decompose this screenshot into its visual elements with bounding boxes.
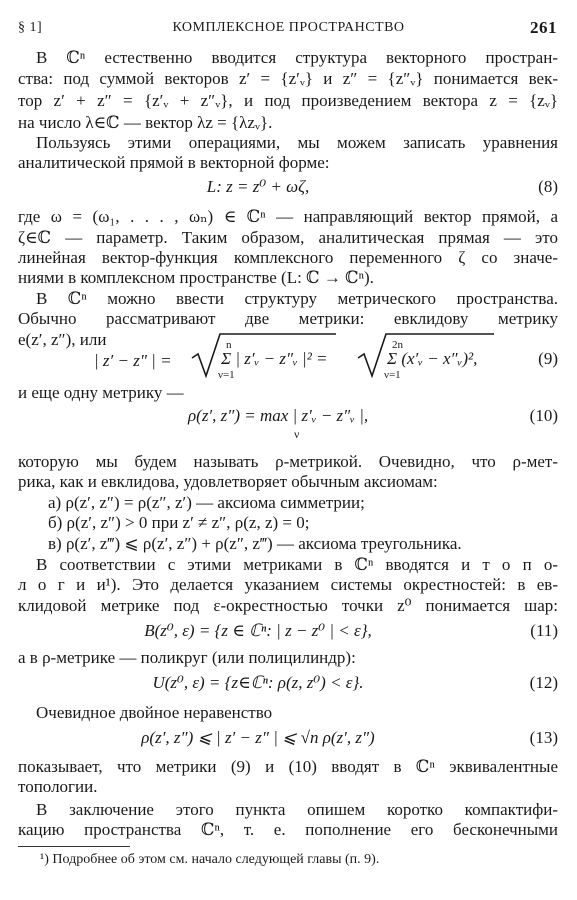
equation-9-number: (9) (538, 349, 558, 368)
text-line: тор z′ + z″ = {z′ᵥ + z″ᵥ}, и под произведением вектора z = {zᵥ} (18, 91, 558, 110)
text-line: В заключение этого пункта опишем коротко компактифи- (36, 800, 558, 819)
text-line: ζ∈ℂ — параметр. Таким образом, аналитическая прямая — это (18, 228, 558, 247)
equation-11-number: (11) (530, 621, 558, 640)
equation-10 (18, 403, 558, 439)
text-line: В ℂⁿ можно ввести структуру метрического пространства. (36, 289, 558, 308)
sum-upper-limit: n (226, 339, 232, 351)
text-line: и еще одну метрику — (18, 383, 184, 402)
text-line: ства: под суммой векторов z′ = {z′ᵥ} и z″ = {z″ᵥ} понимается век- (18, 69, 558, 88)
equation-9-middle: Σ | z′ᵥ − z″ᵥ |² = (221, 349, 328, 368)
text-line: линейная вектор-функция комплексного переменного ζ со значе- (18, 248, 558, 267)
page-number: 261 (530, 18, 557, 37)
equation-13-number: (13) (529, 728, 558, 747)
text-line: Пользуясь этими операциями, мы можем записать уравнения (36, 133, 558, 152)
text-line: на число λ∈ℂ — вектор λz = {λzᵥ}. (18, 113, 273, 132)
text-line: показывает, что метрики (9) и (10) вводят в ℂⁿ эквивалентные (18, 757, 558, 776)
equation-8-number: (8) (538, 177, 558, 196)
axiom-line: б) ρ(z′, z″) > 0 при z′ ≠ z″, ρ(z, z) = 0; (48, 513, 310, 532)
sum-upper-limit: 2n (392, 339, 403, 351)
text-line: аналитической прямой в векторной форме: (18, 153, 330, 172)
max-subscript: ν (294, 427, 300, 441)
axiom-line: а) ρ(z′, z″) = ρ(z″, z′) — аксиома симметрии; (48, 493, 365, 512)
text-line: В ℂⁿ естественно вводится структура векторного простран- (36, 48, 558, 67)
axiom-line: в) ρ(z′, z‴) ⩽ ρ(z′, z″) + ρ(z″, z‴) — аксиома треугольника. (48, 534, 462, 553)
text-line: ниями в комплексном пространстве (L: ℂ → ℂⁿ). (18, 268, 374, 287)
text-line: клидовой метрике под ε-окрестностью точки z⁰ понимается шар: (18, 596, 558, 615)
text-line: л о г и и¹). Это делается указанием системы окрестностей: в ев- (18, 575, 558, 594)
equation-9-rhs: Σ (x′ᵥ − x″ᵥ)², (387, 349, 478, 368)
text-line: В соответствии с этими метриками в ℂⁿ вводятся и т о п о- (36, 555, 558, 574)
running-title: КОМПЛЕКСНОЕ ПРОСТРАНСТВО (172, 20, 405, 35)
text-line: кацию пространства ℂⁿ, т. е. пополнение его бесконечными (18, 820, 558, 839)
equation-9-lhs: | z′ − z″ | = (94, 351, 172, 370)
equation-10-number: (10) (529, 406, 558, 425)
text-line: топологии. (18, 777, 98, 796)
equation-12-number: (12) (529, 673, 558, 692)
sum-lower-limit: ν=1 (218, 369, 235, 381)
footnote: ¹) Подробнее об этом см. начало следующей главы (п. 9). (40, 852, 380, 867)
equation-10-body: ρ(z′, z″) = max | z′ᵥ − z″ᵥ |, (188, 406, 369, 425)
footnote-divider (18, 846, 130, 847)
text-line: где ω = (ω₁, . . . , ωₙ) ∈ ℂⁿ — направляющий вектор прямой, а (18, 207, 558, 226)
equation-8-body: L: z = z⁰ + ωζ, (206, 177, 310, 196)
text-line: Обычно рассматривают две метрики: евклидову метрику (18, 309, 558, 328)
text-line: которую мы будем называть ρ-метрикой. Очевидно, что ρ-мет- (18, 452, 558, 471)
text-line: Очевидное двойное неравенство (36, 703, 273, 722)
equation-13-body: ρ(z′, z″) ⩽ | z′ − z″ | ⩽ √n ρ(z′, z″) (141, 728, 375, 747)
sum-lower-limit: ν=1 (384, 369, 401, 381)
text-line: e(z′, z″), или (18, 330, 107, 349)
equation-12-body: U(z⁰, ε) = {z∈ℂⁿ: ρ(z, z⁰) < ε}. (152, 673, 364, 692)
section-marker: § 1] (18, 20, 43, 35)
text-line: рика, как и евклидова, удовлетворяет обычным аксиомам: (18, 472, 438, 491)
text-line: а в ρ-метрике — поликруг (или полицилиндр): (18, 648, 356, 667)
equation-11-body: B(z⁰, ε) = {z ∈ ℂⁿ: | z − z⁰ | < ε}, (144, 621, 372, 640)
equation-9 (18, 330, 558, 380)
